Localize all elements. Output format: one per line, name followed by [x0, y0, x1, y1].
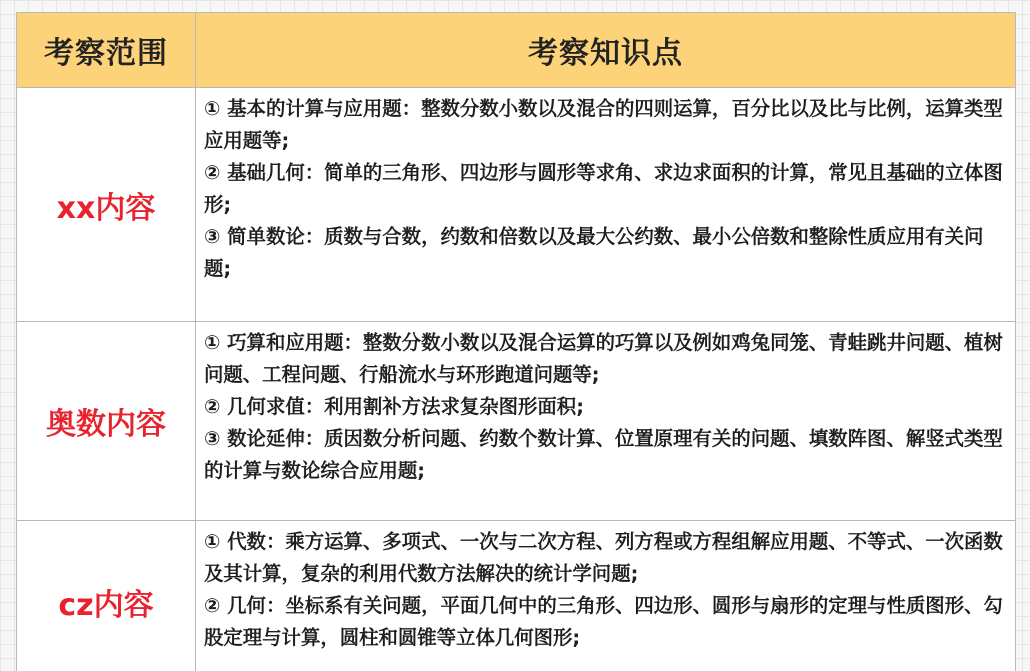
category-cell: cz内容 [17, 521, 196, 671]
knowledge-table [16, 12, 1016, 671]
table-row [17, 322, 1016, 521]
content-cell [196, 88, 1016, 322]
list-item: ③ 简单数论：质数与合数，约数和倍数以及最大公约数、最小公倍数和整除性质应用有关问题; [204, 225, 984, 280]
table-row [17, 521, 1016, 671]
list-item: ③ 数论延伸：质因数分析问题、约数个数计算、位置原理有关的问题、填数阵图、解竖式类型的计算与数论综合应用题; [204, 427, 1003, 482]
header-scope: 考察范围 [17, 13, 196, 88]
list-item: ② 基础几何：简单的三角形、四边形与圆形等求角、求边求面积的计算，常见且基础的立体图形; [204, 161, 1003, 216]
list-item: ① 巧算和应用题：整数分数小数以及混合运算的巧算以及例如鸡兔同笼、青蛙跳井问题、植树问题、工程问题、行船流水与环形跑道问题等; [204, 331, 1003, 386]
category-cell: xx内容 [17, 88, 196, 322]
list-item: ① 基本的计算与应用题：整数分数小数以及混合的四则运算，百分比以及比与比例，运算类型应用题等; [204, 97, 1003, 152]
content-cell [196, 322, 1016, 521]
list-item: ① 代数：乘方运算、多项式、一次与二次方程、列方程或方程组解应用题、不等式、一次函数及其计算，复杂的利用代数方法解决的统计学问题; [204, 530, 1003, 585]
list-item: ② 几何：坐标系有关问题，平面几何中的三角形、四边形、圆形与扇形的定理与性质图形、勾股定理与计算，圆柱和圆锥等立体几何图形; [204, 594, 1003, 649]
table-row [17, 88, 1016, 322]
category-cell: 奥数内容 [17, 322, 196, 521]
list-item: ② 几何求值：利用割补方法求复杂图形面积; [204, 395, 584, 418]
content-cell [196, 521, 1016, 671]
header-knowledge-points: 考察知识点 [196, 13, 1016, 88]
header-row [17, 13, 1016, 88]
